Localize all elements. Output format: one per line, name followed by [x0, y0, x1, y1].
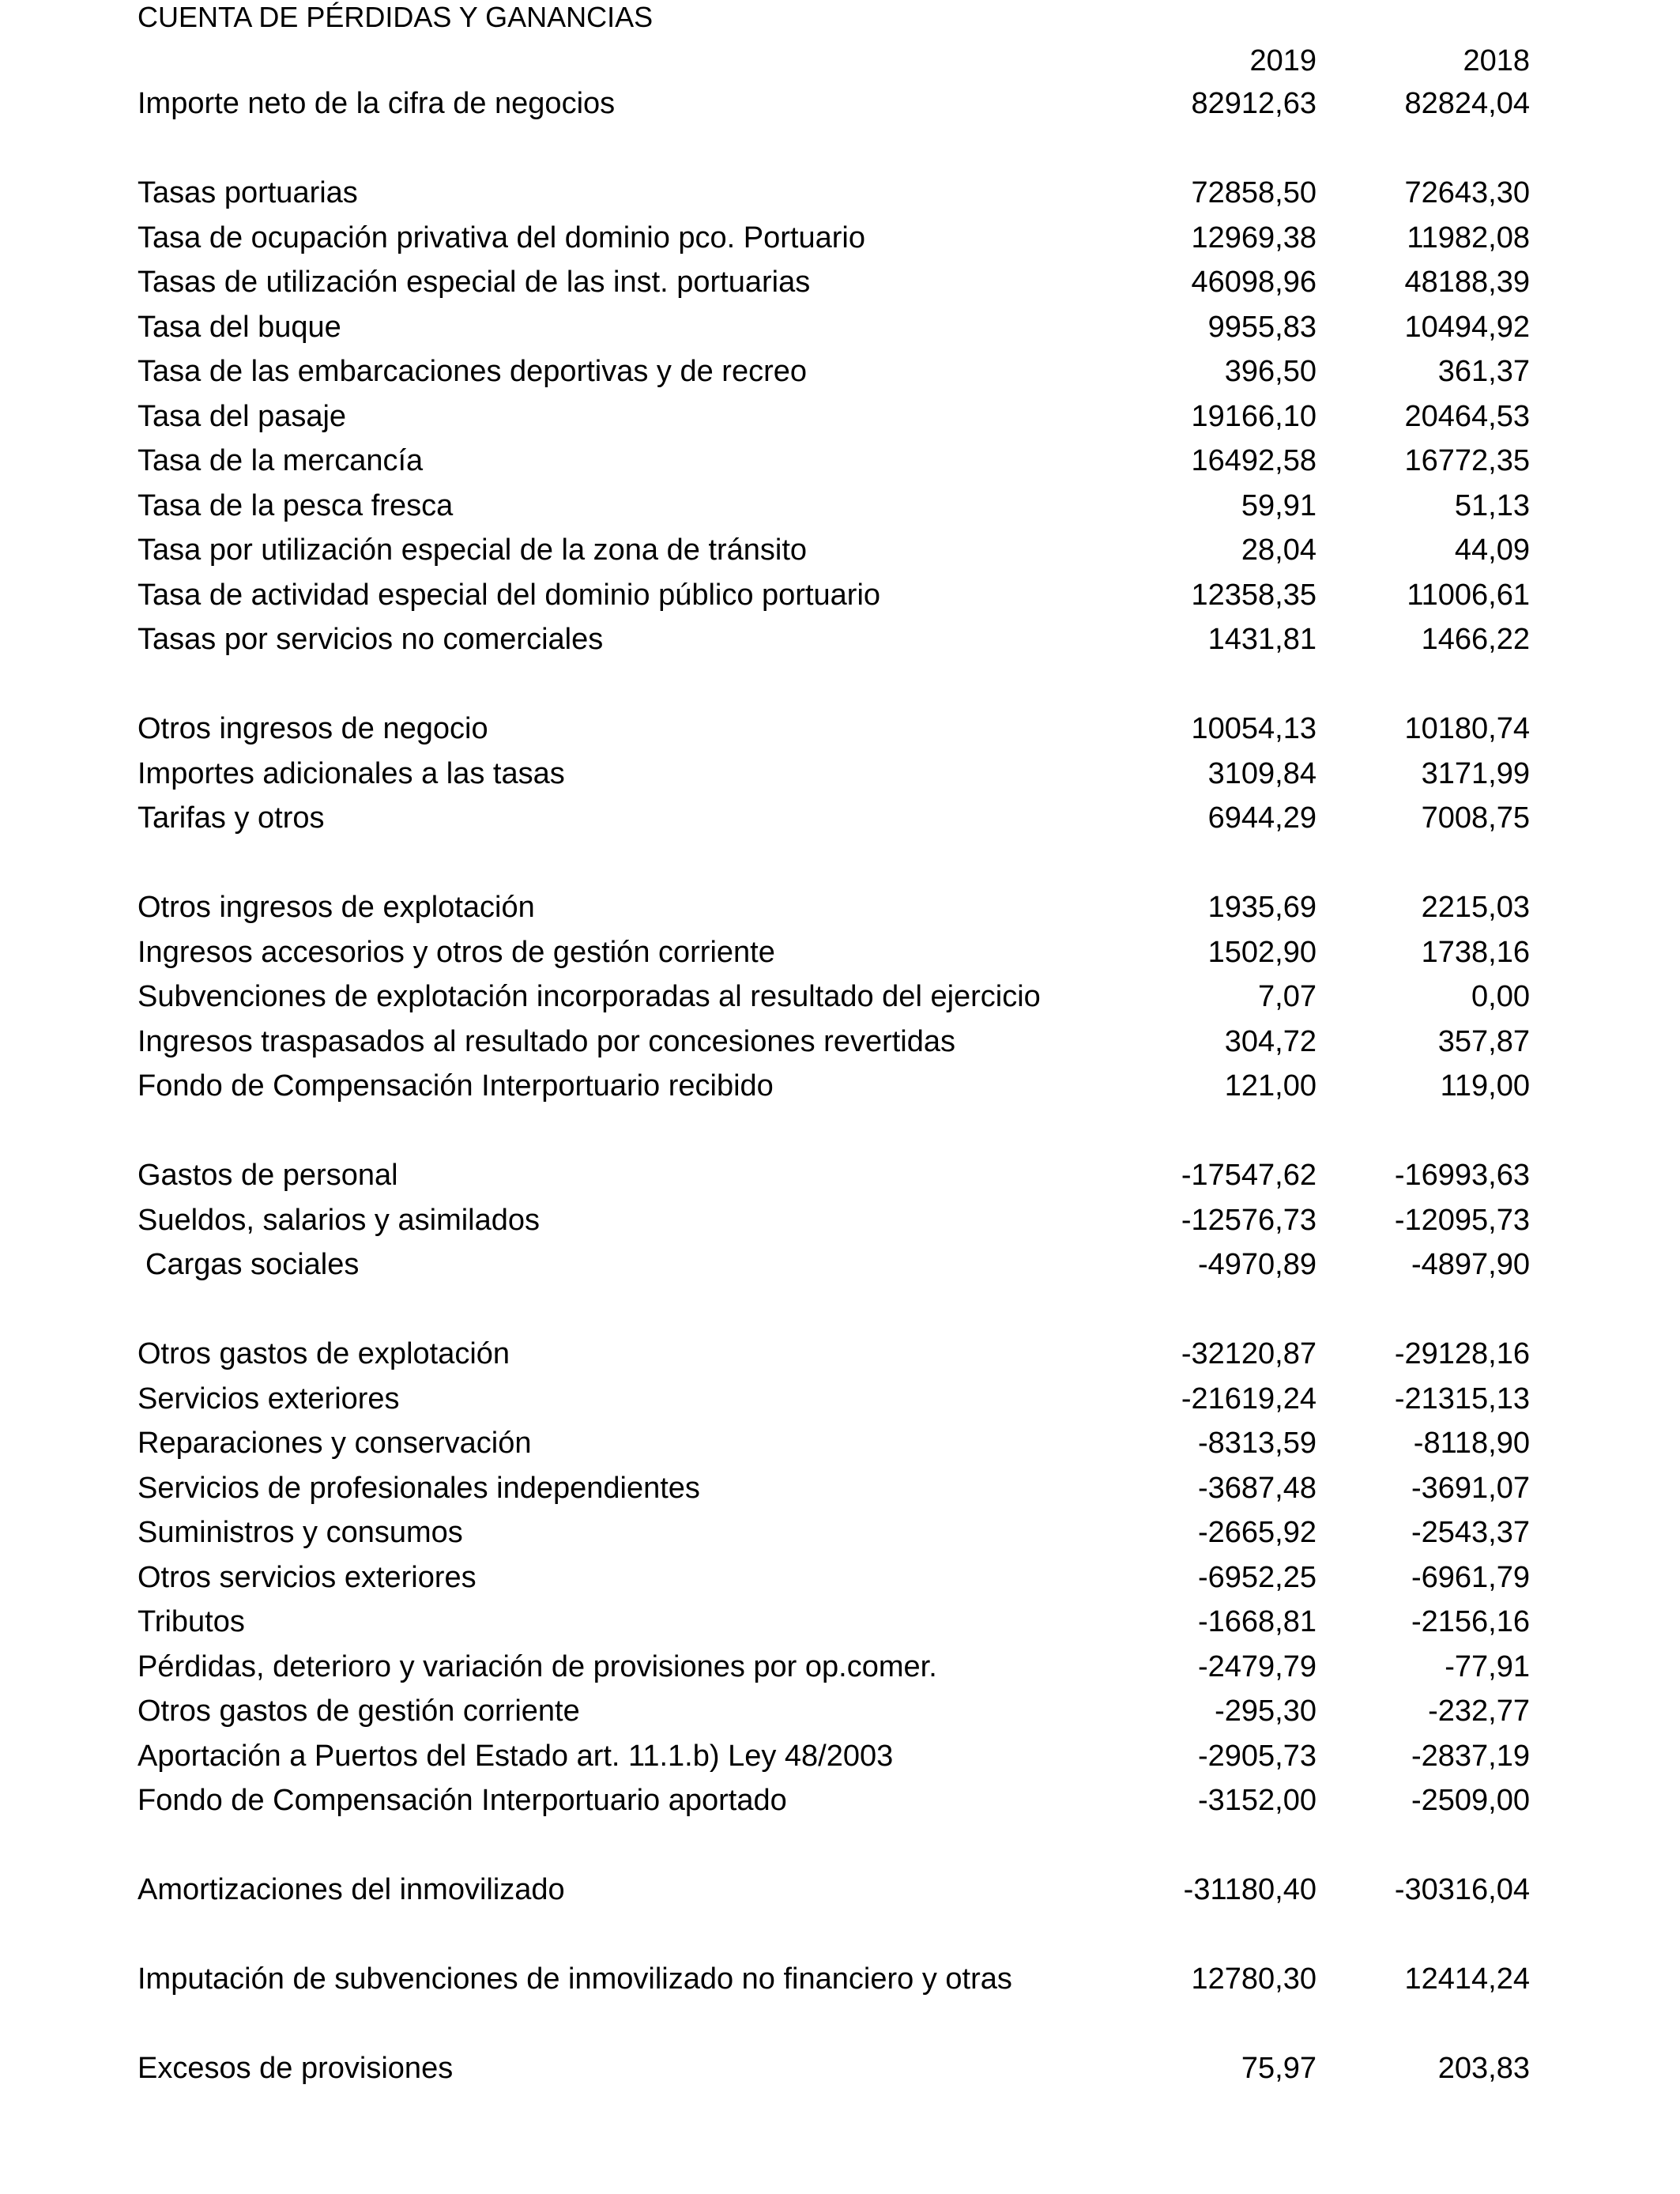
table-row: [0, 798, 1680, 843]
value-2019: -32120,87: [1181, 1337, 1317, 1370]
table-row: [0, 709, 1680, 754]
value-2019: 46098,96: [1191, 266, 1317, 299]
table-row: [0, 218, 1680, 263]
table-row: [0, 84, 1680, 129]
row-label: Servicios exteriores: [137, 1382, 400, 1416]
value-2019: -2665,92: [1197, 1516, 1317, 1549]
value-2018: 0,00: [1471, 980, 1530, 1013]
row-label: Subvenciones de explotación incorporadas al resultado del ejercicio: [137, 980, 1041, 1013]
value-2018: 11982,08: [1407, 221, 1530, 254]
row-label: Suministros y consumos: [137, 1516, 463, 1549]
value-2018: -4897,90: [1411, 1248, 1530, 1281]
value-2019: 82912,63: [1191, 87, 1317, 120]
row-label: Otros servicios exteriores: [137, 1560, 477, 1594]
value-2019: 1935,69: [1207, 891, 1317, 924]
table-row: [0, 620, 1680, 665]
value-2019: 1502,90: [1207, 935, 1317, 969]
table-row: [0, 1201, 1680, 1246]
row-label: Tasa del buque: [137, 310, 341, 344]
row-label: Tasas portuarias: [137, 176, 358, 209]
row-label: Tasa de ocupación privativa del dominio pco. Portuario: [137, 221, 865, 254]
value-2019: -12576,73: [1181, 1203, 1317, 1237]
table-row: [0, 1870, 1680, 1915]
row-label: Imputación de subvenciones de inmovilizado no financiero y otras: [137, 1962, 1012, 1996]
value-2019: 304,72: [1224, 1024, 1317, 1058]
row-label: Otros gastos de explotación: [137, 1337, 510, 1370]
row-label: Fondo de Compensación Interportuario aportado: [137, 1784, 787, 1817]
value-2018: 3171,99: [1421, 756, 1530, 790]
value-2019: 59,91: [1241, 488, 1317, 522]
table-row: [0, 1647, 1680, 1692]
row-label: Importe neto de la cifra de negocios: [137, 87, 616, 120]
table-row: [0, 262, 1680, 307]
value-2019: 72858,50: [1191, 176, 1317, 209]
value-2019: -4970,89: [1197, 1248, 1317, 1281]
row-label: Servicios de profesionales independientes: [137, 1471, 700, 1505]
row-label: Otros gastos de gestión corriente: [137, 1695, 580, 1728]
value-2018: -6961,79: [1411, 1560, 1530, 1594]
row-label: Tasa del pasaje: [137, 399, 347, 433]
row-label: Tarifas y otros: [137, 801, 325, 835]
value-2018: 203,83: [1437, 2052, 1530, 2085]
table-row: [0, 888, 1680, 933]
table-row: [0, 1334, 1680, 1379]
value-2018: -2156,16: [1411, 1605, 1530, 1638]
value-2018: -77,91: [1445, 1649, 1530, 1683]
value-2018: 361,37: [1437, 355, 1530, 388]
value-2018: -30316,04: [1394, 1873, 1530, 1906]
value-2018: 48188,39: [1404, 266, 1530, 299]
value-2019: -21619,24: [1181, 1382, 1317, 1416]
row-label: Tasa de la mercancía: [137, 444, 424, 477]
value-2019: -2905,73: [1197, 1739, 1317, 1773]
table-row: [0, 173, 1680, 218]
row-label: Tasa de actividad especial del dominio público portuario: [137, 578, 881, 612]
value-2019: 75,97: [1241, 2052, 1317, 2085]
table-row: [0, 307, 1680, 352]
row-label: Tasa por utilización especial de la zona de tránsito: [137, 533, 808, 567]
value-2019: -295,30: [1215, 1695, 1317, 1728]
table-row: [0, 1022, 1680, 1067]
value-2018: -2543,37: [1411, 1516, 1530, 1549]
value-2018: -8118,90: [1413, 1427, 1530, 1460]
value-2019: -17547,62: [1181, 1159, 1317, 1192]
value-2019: 7,07: [1258, 980, 1317, 1013]
column-header-2018: 2018: [1463, 44, 1530, 77]
table-row: [0, 486, 1680, 531]
row-label: Sueldos, salarios y asimilados: [137, 1203, 541, 1237]
table-row: [0, 1781, 1680, 1826]
row-label: Fondo de Compensación Interportuario recibido: [137, 1069, 774, 1103]
value-2018: 357,87: [1437, 1024, 1530, 1058]
value-2019: 6944,29: [1207, 801, 1317, 835]
table-row: [0, 1513, 1680, 1558]
row-label: Tasa de la pesca fresca: [137, 488, 454, 522]
value-2018: 1738,16: [1421, 935, 1530, 969]
value-2018: -2509,00: [1411, 1784, 1530, 1817]
value-2018: 119,00: [1440, 1069, 1530, 1103]
column-header-2019: 2019: [1249, 44, 1317, 77]
table-row: [0, 1155, 1680, 1201]
value-2019: 16492,58: [1191, 444, 1317, 477]
value-2018: 44,09: [1454, 533, 1530, 567]
row-label: Importes adicionales a las tasas: [137, 756, 565, 790]
value-2019: 3109,84: [1207, 756, 1317, 790]
table-row: [0, 1558, 1680, 1603]
value-2018: 51,13: [1454, 488, 1530, 522]
value-2018: -2837,19: [1411, 1739, 1530, 1773]
value-2019: 12969,38: [1191, 221, 1317, 254]
row-label: Aportación a Puertos del Estado art. 11.1.b) Ley 48/2003: [137, 1739, 894, 1773]
value-2018: -3691,07: [1411, 1471, 1530, 1505]
table-row: [0, 1691, 1680, 1736]
value-2018: 10180,74: [1404, 712, 1530, 745]
value-2019: 28,04: [1241, 533, 1317, 567]
value-2019: -1668,81: [1197, 1605, 1317, 1638]
table-row: [0, 1423, 1680, 1468]
value-2019: -8313,59: [1197, 1427, 1317, 1460]
value-2018: 2215,03: [1421, 891, 1530, 924]
value-2019: -3687,48: [1197, 1471, 1317, 1505]
row-label: Reparaciones y conservación: [137, 1427, 532, 1460]
row-label: Cargas sociales: [145, 1248, 360, 1281]
value-2018: 7008,75: [1421, 801, 1530, 835]
value-2019: -3152,00: [1197, 1784, 1317, 1817]
row-label: Tasas de utilización especial de las inst. portuarias: [137, 266, 811, 299]
value-2018: 12414,24: [1404, 1962, 1530, 1996]
table-row: [0, 2049, 1680, 2094]
table-row: [0, 441, 1680, 486]
value-2018: 20464,53: [1404, 399, 1530, 433]
value-2018: -12095,73: [1394, 1203, 1530, 1237]
table-row: [0, 352, 1680, 397]
table-row: [0, 1066, 1680, 1111]
table-row: [0, 1736, 1680, 1781]
row-label: Gastos de personal: [137, 1159, 398, 1192]
table-row: [0, 1959, 1680, 2004]
row-label: Otros ingresos de explotación: [137, 891, 535, 924]
value-2018: -16993,63: [1394, 1159, 1530, 1192]
row-label: Tasas por servicios no comerciales: [137, 623, 604, 656]
value-2018: 72643,30: [1404, 176, 1530, 209]
table-row: [0, 530, 1680, 575]
value-2019: 121,00: [1224, 1069, 1317, 1103]
row-label: Amortizaciones del inmovilizado: [137, 1873, 565, 1906]
table-row: [0, 397, 1680, 442]
value-2018: 16772,35: [1404, 444, 1530, 477]
row-label: Pérdidas, deterioro y variación de provisiones por op.comer.: [137, 1649, 937, 1683]
table-row: [0, 1245, 1680, 1290]
row-label: Tasa de las embarcaciones deportivas y de recreo: [137, 355, 808, 388]
row-label: Excesos de provisiones: [137, 2052, 454, 2085]
value-2019: -31180,40: [1183, 1873, 1317, 1906]
row-label: Ingresos traspasados al resultado por concesiones revertidas: [137, 1024, 956, 1058]
row-label: Otros ingresos de negocio: [137, 712, 488, 745]
value-2019: -2479,79: [1197, 1649, 1317, 1683]
table-row: [0, 1379, 1680, 1424]
value-2018: -29128,16: [1394, 1337, 1530, 1370]
table-row: [0, 1468, 1680, 1514]
value-2019: 12358,35: [1191, 578, 1317, 612]
value-2018: -21315,13: [1394, 1382, 1530, 1416]
value-2018: 11006,61: [1407, 578, 1530, 612]
table-row: [0, 1602, 1680, 1647]
value-2019: -6952,25: [1197, 1560, 1317, 1594]
table-row: [0, 933, 1680, 978]
value-2018: -232,77: [1428, 1695, 1530, 1728]
value-2018: 10494,92: [1404, 310, 1530, 344]
table-row: [0, 977, 1680, 1022]
value-2019: 12780,30: [1191, 1962, 1317, 1996]
account-table: [0, 84, 1680, 2094]
document-title: CUENTA DE PÉRDIDAS Y GANANCIAS: [137, 1, 654, 33]
value-2019: 10054,13: [1191, 712, 1317, 745]
value-2019: 1431,81: [1207, 623, 1317, 656]
value-2019: 19166,10: [1191, 399, 1317, 433]
value-2019: 396,50: [1224, 355, 1317, 388]
table-row: [0, 575, 1680, 620]
value-2019: 9955,83: [1207, 310, 1317, 344]
row-label: Ingresos accesorios y otros de gestión corriente: [137, 935, 775, 969]
value-2018: 1466,22: [1421, 623, 1530, 656]
value-2018: 82824,04: [1404, 87, 1530, 120]
row-label: Tributos: [137, 1605, 245, 1638]
table-row: [0, 754, 1680, 799]
